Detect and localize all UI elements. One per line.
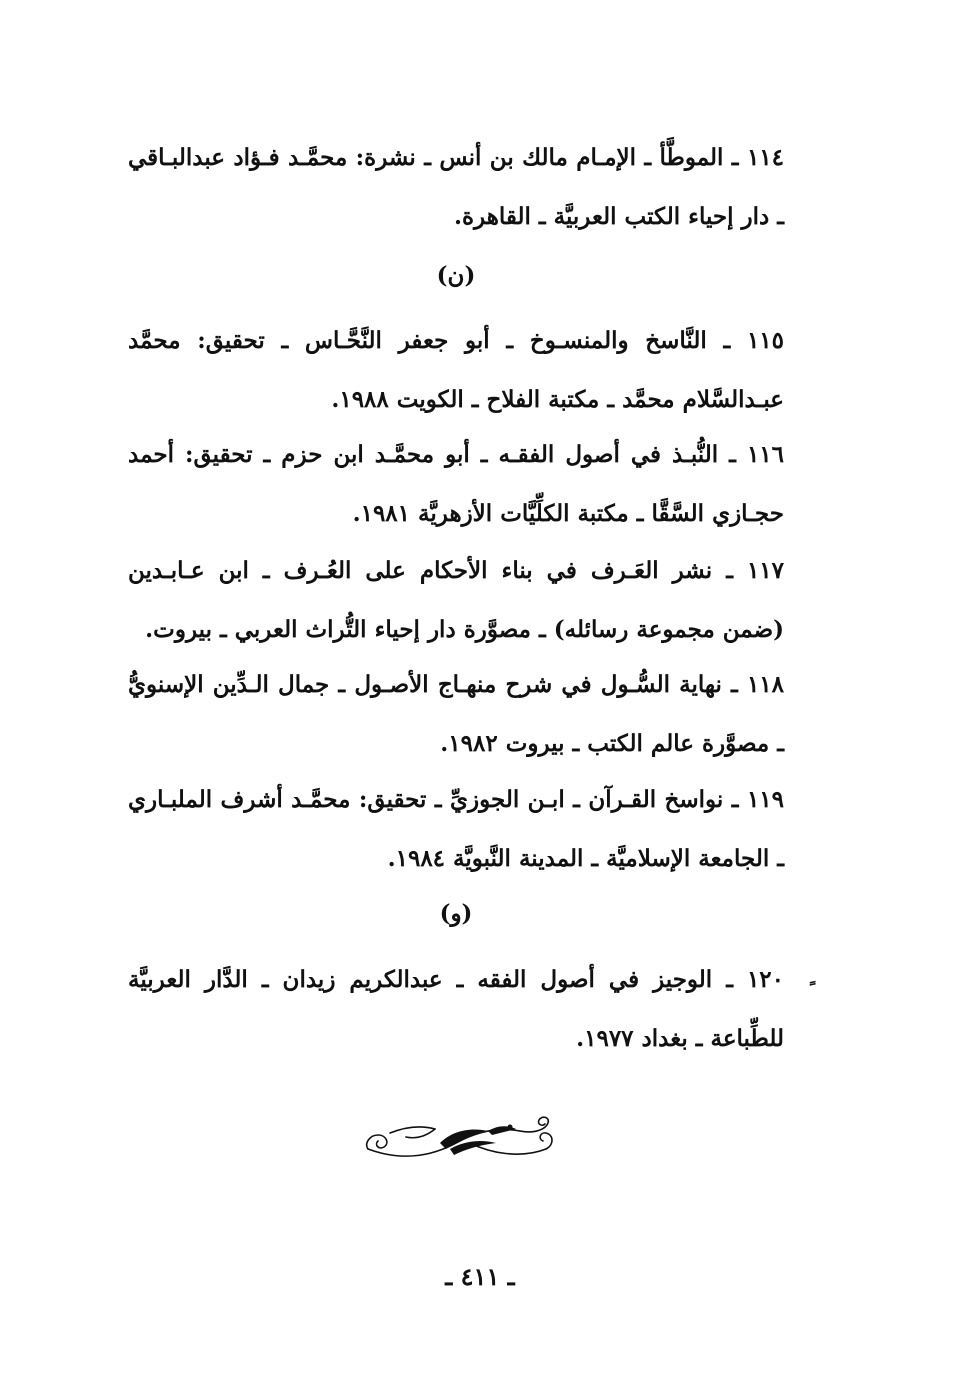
- entry-115-text: ١١٥ ـ النَّاسخ والمنسـوخ ـ أبو جعفر النَّحَّـاس ـ تحقيق: محمَّد عبـدالسَّلام محمَّد ـ مكتبة الفلاح ـ الكويت ١٩٨٨.: [128, 327, 784, 413]
- section-heading-nun: (ن): [436, 262, 476, 289]
- entry-114-text: ١١٤ ـ الموطَّأ ـ الإمـام مالك بن أنس ـ نشرة: محمَّـد فـؤاد عبدالبـاقي ـ دار إحياء الكتب العربيَّة ـ القاهرة.: [128, 144, 784, 230]
- floral-divider-icon: [360, 1113, 560, 1165]
- bibliography-entry-117: [128, 541, 784, 659]
- bibliography-entry-120: [128, 950, 784, 1068]
- margin-mark: ﹰ: [810, 980, 816, 1001]
- entry-117-text: ١١٧ ـ نشر العَـرف في بناء الأحكام على العُـرف ـ ابن عـابـدين (ضمن مجموعة رسائله) ـ مصوَّرة دار إحياء التُّراث العربي ـ بيروت.: [128, 557, 784, 643]
- entry-116-text: ١١٦ ـ النُّبـذ في أصول الفقـه ـ أبو محمَّـد ابن حزم ـ تحقيق: أحمد حجـازي السَّقَّا ـ مكتبة الكلِّيَّات الأزهريَّة ١٩٨١.: [128, 441, 784, 527]
- entry-118-text: ١١٨ ـ نهاية السُّـول في شرح منهـاج الأصـول ـ جمال الـدِّين الإسنويُّ ـ مصوَّرة عالم الكتب ـ بيروت ١٩٨٢.: [128, 671, 784, 757]
- bibliography-entry-115: [128, 311, 784, 429]
- entry-119-text: ١١٩ ـ نواسخ القـرآن ـ ابـن الجوزيِّ ـ تحقيق: محمَّـد أشرف الملبـاري ـ الجامعة الإسلاميَّة ـ المدينة النَّبويَّة ١٩٨٤.: [128, 786, 784, 872]
- bibliography-entry-114: [128, 128, 784, 246]
- bibliography-entry-116: [128, 425, 784, 543]
- section-heading-waw: (و): [439, 900, 473, 927]
- page-number: ـ ٤١١ ـ: [445, 1262, 515, 1291]
- bibliography-entry-119: [128, 770, 784, 888]
- entry-120-text: ١٢٠ ـ الوجيز في أصول الفقه ـ عبدالكريم زيدان ـ الدَّار العربيَّة للطِّباعة ـ بغداد ١٩٧٧.: [128, 966, 784, 1052]
- bibliography-entry-118: [128, 655, 784, 773]
